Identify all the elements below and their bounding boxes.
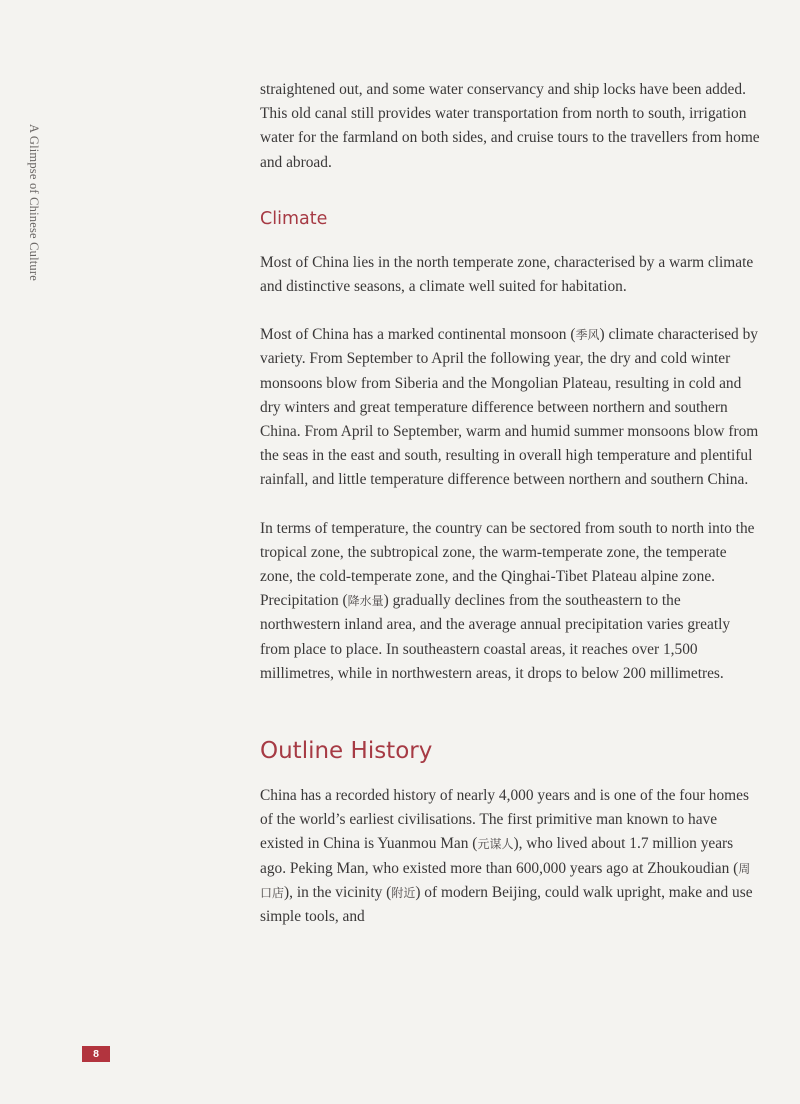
- climate-para2-text-b: ) climate characterised by variety. From September to April the following year, the dry and cold winter monsoons blow from Siberia and the Mongolian Plateau, resulting in cold and dry winters and great temperature difference between northern and southern China. From April to September, warm and humid summer monsoons blow from the seas in the east and south, resulting in overall high temperature and plentiful rainfall, and little temperature difference between northern and southern China.: [260, 326, 759, 489]
- climate-paragraph-3: [260, 517, 760, 686]
- main-content: [260, 78, 760, 929]
- page-number-badge: 8: [82, 1046, 110, 1062]
- history-text-a: China has a recorded history of nearly 4,000 years and is one of the four homes of the world’s earliest civilisations. The first primitive man known to have existed in China is Yuanmou Man (: [260, 787, 749, 853]
- precipitation-chinese-term: 降水量: [347, 594, 384, 609]
- climate-para2-text-a: Most of China has a marked continental monsoon (: [260, 326, 576, 344]
- vicinity-chinese-term: 附近: [391, 885, 416, 900]
- running-title: A Glimpse of Chinese Culture: [27, 124, 41, 281]
- history-paragraph-1: [260, 784, 760, 929]
- climate-paragraph-2: [260, 323, 760, 492]
- zhoukoudian-chinese-term: 周口店: [260, 861, 751, 900]
- climate-para3-text-a: In terms of temperature, the country can be sectored from south to north into the tropical zone, the subtropical zone, the warm-temperate zone, the temperate zone, the cold-temperate zone, and the Qinghai-Tibet Plateau alpine zone. Precipitation (: [260, 519, 755, 610]
- history-text-b: ), who lived about 1.7 million years ago. Peking Man, who existed more than 600,000 years ago at Zhoukoudian (: [260, 835, 739, 877]
- intro-paragraph: straightened out, and some water conservancy and ship locks have been added. This old canal still provides water transportation from north to south, irrigation water for the farmland on both sides, and cruise tours to the travellers from home and abroad.: [260, 81, 760, 171]
- climate-heading: Climate: [260, 208, 328, 229]
- yuanmou-chinese-term: 元谋人: [477, 837, 514, 852]
- history-text-d: ) of modern Beijing, could walk upright, make and use simple tools, and: [260, 883, 753, 926]
- climate-paragraph-1: Most of China lies in the north temperate zone, characterised by a warm climate and distinctive seasons, a climate well suited for habitation.: [260, 253, 754, 296]
- climate-para3-text-b: ) gradually declines from the southeastern to the northwestern inland area, and the average annual precipitation varies greatly from place to place. In southeastern coastal areas, it reaches over 1,500 millimetres, while in northwestern areas, it drops to below 200 millimetres.: [260, 592, 731, 682]
- history-heading: Outline History: [260, 738, 433, 765]
- history-text-c: ), in the vicinity (: [284, 883, 392, 901]
- monsoon-chinese-term: 季风: [575, 328, 600, 343]
